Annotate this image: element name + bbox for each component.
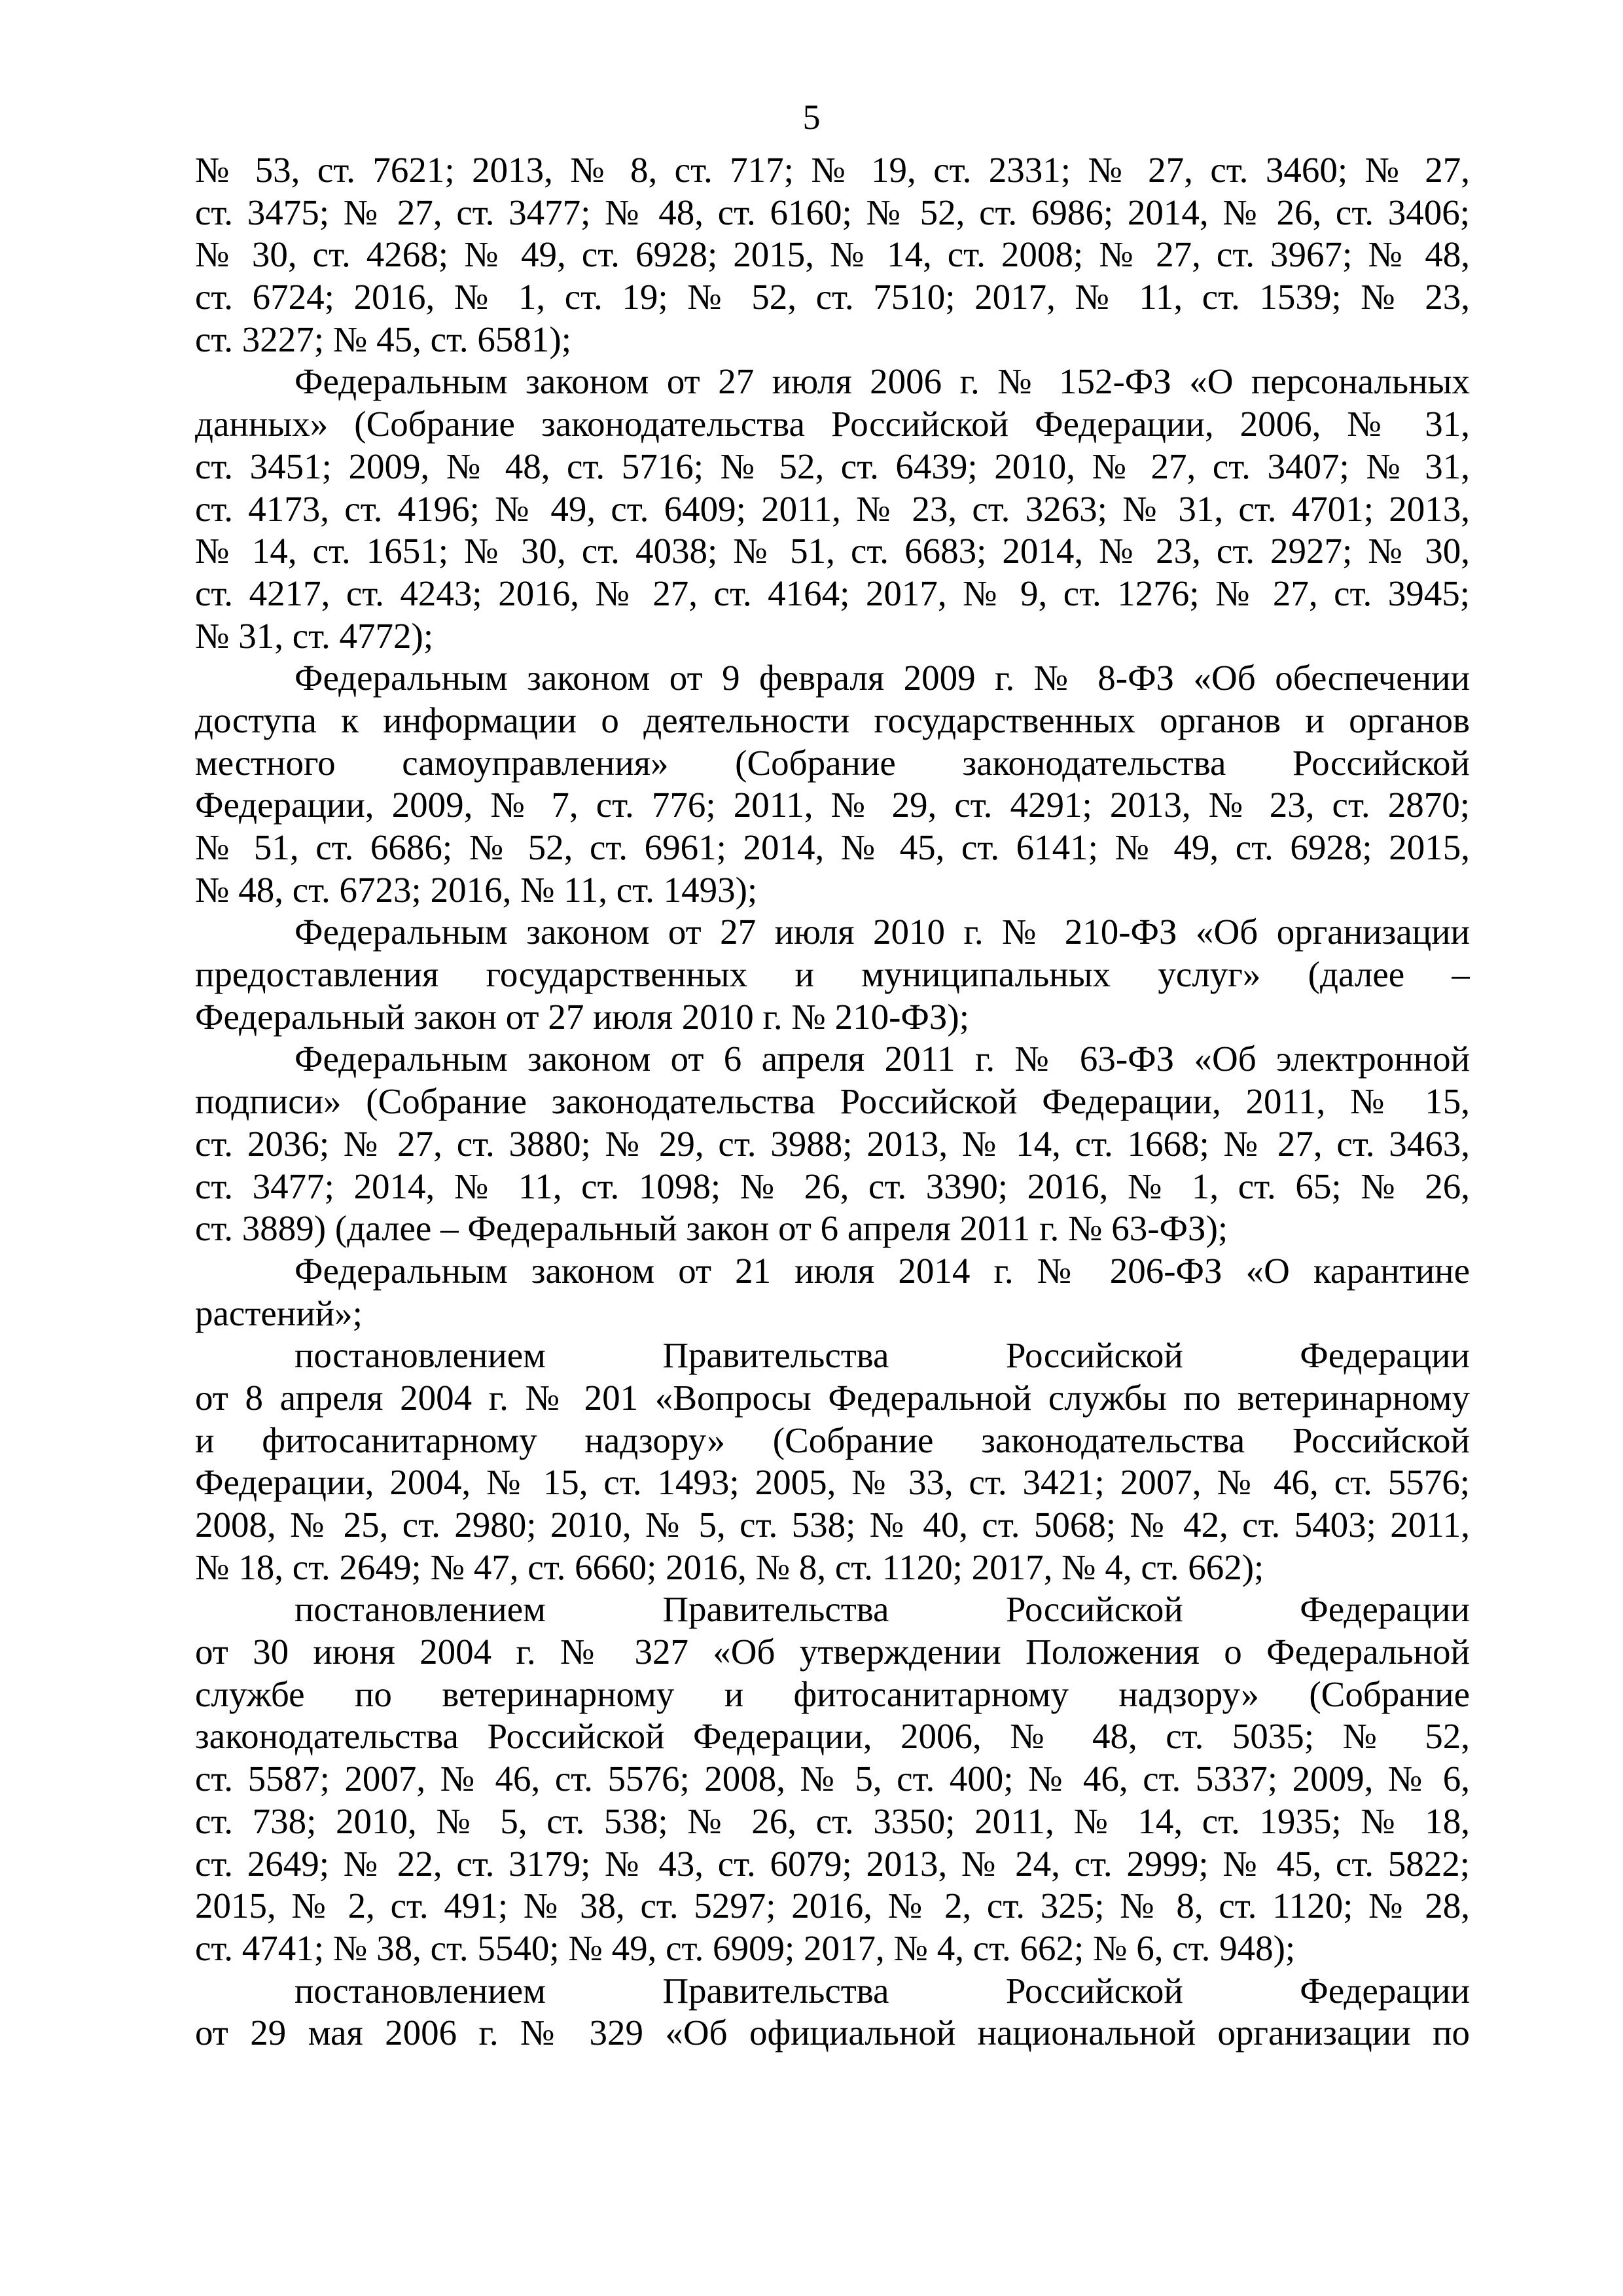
text-line: ст. 738; 2010, № 5, ст. 538; № 26, ст. 3350; 2011, № 14, ст. 1935; № 18, [195,1801,1470,1841]
text-line: ст. 4173, ст. 4196; № 49, ст. 6409; 2011, № 23, ст. 3263; № 31, ст. 4701; 2013, [195,488,1470,529]
text-line: № 48, ст. 6723; 2016, № 11, ст. 1493); [195,869,758,910]
text-line: от 8 апреля 2004 г. № 201 «Вопросы Федеральной службы по ветеринарному [195,1377,1470,1418]
text-line: подписи» (Собрание законодательства Российской Федерации, 2011, № 15, [195,1081,1470,1122]
text-line: от 30 июня 2004 г. № 327 «Об утверждении Положения о Федеральной [195,1632,1470,1672]
text-line: ст. 4217, ст. 4243; 2016, № 27, ст. 4164; 2017, № 9, ст. 1276; № 27, ст. 3945; [195,573,1470,613]
text-line: Федерации, 2009, № 7, ст. 776; 2011, № 29, ст. 4291; 2013, № 23, ст. 2870; [195,785,1470,825]
document-body [195,149,1470,2054]
text-line: № 31, ст. 4772); [195,615,434,656]
text-line: постановлением Правительства Российской Федерации [294,1589,1470,1630]
text-line: Федеральным законом от 21 июля 2014 г. № 206-ФЗ «О карантине [294,1250,1470,1291]
text-line: ст. 5587; 2007, № 46, ст. 5576; 2008, № 5, ст. 400; № 46, ст. 5337; 2009, № 6, [195,1759,1470,1799]
text-line: 2015, № 2, ст. 491; № 38, ст. 5297; 2016, № 2, ст. 325; № 8, ст. 1120; № 28, [195,1886,1470,1926]
page-number: 5 [802,98,821,137]
text-line: № 30, ст. 4268; № 49, ст. 6928; 2015, № 14, ст. 2008; № 27, ст. 3967; № 48, [195,234,1470,275]
text-line: Федеральный закон от 27 июля 2010 г. № 210-ФЗ); [195,996,969,1037]
text-line: ст. 3475; № 27, ст. 3477; № 48, ст. 6160; № 52, ст. 6986; 2014, № 26, ст. 3406; [195,192,1470,232]
text-line: постановлением Правительства Российской Федерации [294,1970,1470,2011]
text-line: ст. 6724; 2016, № 1, ст. 19; № 52, ст. 7510; 2017, № 11, ст. 1539; № 23, [195,277,1470,317]
text-line: местного самоуправления» (Собрание законодательства Российской [195,742,1470,783]
text-line: законодательства Российской Федерации, 2006, № 48, ст. 5035; № 52, [195,1716,1470,1757]
text-line: ст. 4741; № 38, ст. 5540; № 49, ст. 6909; 2017, № 4, ст. 662; № 6, ст. 948); [195,1928,1296,1968]
text-line: от 29 мая 2006 г. № 329 «Об официальной национальной организации по [195,2013,1470,2053]
text-line: Федеральным законом от 6 апреля 2011 г. № 63-ФЗ «Об электронной [294,1039,1470,1079]
text-line: № 53, ст. 7621; 2013, № 8, ст. 717; № 19, ст. 2331; № 27, ст. 3460; № 27, [195,150,1470,190]
text-line: растений»; [195,1293,363,1333]
text-line: Федеральным законом от 27 июля 2006 г. № 152-ФЗ «О персональных [294,361,1470,402]
text-line: № 18, ст. 2649; № 47, ст. 6660; 2016, № 8, ст. 1120; 2017, № 4, ст. 662); [195,1547,1264,1587]
text-line: Федеральным законом от 9 февраля 2009 г. № 8-ФЗ «Об обеспечении [294,658,1470,698]
text-line: ст. 3477; 2014, № 11, ст. 1098; № 26, ст. 3390; 2016, № 1, ст. 65; № 26, [195,1166,1470,1206]
text-line: доступа к информации о деятельности государственных органов и органов [195,700,1470,740]
text-line: ст. 3889) (далее – Федеральный закон от 6 апреля 2011 г. № 63-ФЗ); [195,1208,1228,1249]
text-line: ст. 3451; 2009, № 48, ст. 5716; № 52, ст. 6439; 2010, № 27, ст. 3407; № 31, [195,446,1470,486]
text-line: постановлением Правительства Российской Федерации [294,1335,1470,1376]
text-line: предоставления государственных и муниципальных услуг» (далее – [195,954,1470,995]
text-line: данных» (Собрание законодательства Российской Федерации, 2006, № 31, [195,404,1470,444]
text-line: ст. 2649; № 22, ст. 3179; № 43, ст. 6079; 2013, № 24, ст. 2999; № 45, ст. 5822; [195,1843,1470,1884]
text-line: Федерации, 2004, № 15, ст. 1493; 2005, № 33, ст. 3421; 2007, № 46, ст. 5576; [195,1462,1470,1503]
text-line: № 14, ст. 1651; № 30, ст. 4038; № 51, ст. 6683; 2014, № 23, ст. 2927; № 30, [195,531,1470,571]
text-line: 2008, № 25, ст. 2980; 2010, № 5, ст. 538; № 40, ст. 5068; № 42, ст. 5403; 2011, [195,1505,1470,1545]
text-line: службе по ветеринарному и фитосанитарному надзору» (Собрание [195,1674,1470,1714]
text-line: № 51, ст. 6686; № 52, ст. 6961; 2014, № 45, ст. 6141; № 49, ст. 6928; 2015, [195,827,1470,867]
text-line: Федеральным законом от 27 июля 2010 г. № 210-ФЗ «Об организации [294,912,1470,952]
text-line: ст. 2036; № 27, ст. 3880; № 29, ст. 3988; 2013, № 14, ст. 1668; № 27, ст. 3463, [195,1123,1470,1164]
text-line: и фитосанитарному надзору» (Собрание законодательства Российской [195,1420,1470,1460]
text-line: ст. 3227; № 45, ст. 6581); [195,319,571,359]
